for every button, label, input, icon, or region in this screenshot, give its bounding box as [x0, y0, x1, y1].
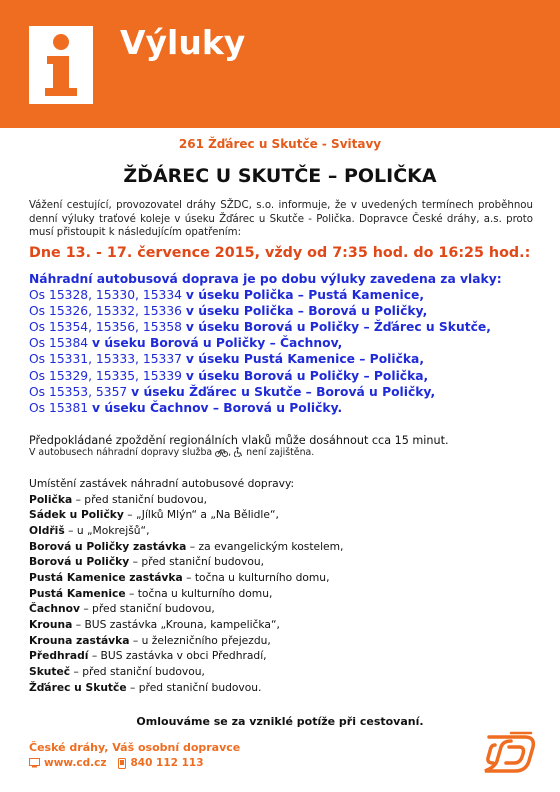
stop-item — [29, 586, 343, 602]
stop-name: Sádek u Poličky — [29, 508, 124, 522]
train-item — [29, 351, 502, 367]
stop-name: Pustá Kamenice zastávka — [29, 570, 183, 584]
train-numbers: Os 15384 — [29, 336, 89, 351]
header-banner — [0, 0, 560, 128]
bicycle-icon — [215, 448, 228, 457]
stop-desc: – u železničního přejezdu, — [129, 633, 271, 647]
stop-item — [29, 680, 343, 696]
stop-name: Krouna zastávka — [29, 633, 130, 647]
route-title: ŽĎÁREC U SKUTČE – POLIČKA — [123, 165, 437, 187]
stop-name: Borová u Poličky zastávka — [29, 539, 187, 553]
stops-heading: Umístění zastávek náhradní autobusové dopravy: — [29, 477, 295, 490]
stop-name: Oldřiš — [29, 523, 65, 537]
stop-desc: – BUS zastávka v obci Předhradí, — [88, 649, 267, 663]
phone-icon — [118, 758, 126, 769]
train-numbers: Os 15329, 15335, 15339 — [29, 368, 182, 383]
train-section: v úseku Borová u Poličky – Žďárec u Skutče, — [185, 320, 491, 335]
stop-item — [29, 664, 343, 680]
stop-item — [29, 554, 343, 570]
train-item — [29, 400, 502, 416]
info-icon — [29, 26, 93, 104]
apology-text: Omlouváme se za vzniklé potíže při cestovaní. — [136, 715, 424, 728]
stops-section — [29, 476, 343, 695]
replacement-heading: Náhradní autobusová doprava je po dobu výluky zavedena za vlaky: — [29, 272, 502, 286]
train-item — [29, 319, 502, 335]
train-numbers: Os 15353, 5357 — [29, 384, 128, 399]
footer-phone[interactable]: 840 112 113 — [130, 757, 204, 769]
train-section: v úseku Polička – Borová u Poličky, — [185, 304, 428, 319]
train-section: v úseku Polička – Pustá Kamenice, — [185, 288, 425, 303]
train-numbers: Os 15354, 15356, 15358 — [29, 320, 182, 335]
stop-name: Borová u Poličky — [29, 555, 130, 569]
page-title: Výluky — [120, 23, 246, 62]
line-title: 261 Žďárec u Skutče - Svitavy — [178, 137, 382, 151]
train-section: v úseku Borová u Poličky – Čachnov, — [92, 336, 343, 351]
stop-desc: – před staniční budovou, — [129, 555, 265, 569]
stop-desc: – u „Mokrejšů“, — [64, 523, 150, 537]
train-numbers: Os 15328, 15330, 15334 — [29, 288, 182, 303]
footer-contacts — [29, 757, 204, 769]
stop-item — [29, 523, 343, 539]
stop-item — [29, 570, 343, 586]
train-section: v úseku Žďárec u Skutče – Borová u Poličky, — [131, 384, 436, 399]
train-item — [29, 368, 502, 384]
train-section: v úseku Borová u Poličky – Polička, — [185, 368, 429, 383]
stop-name: Čachnov — [29, 602, 80, 616]
stop-desc: – točna u kulturního domu, — [125, 586, 273, 600]
wheelchair-icon — [234, 447, 243, 457]
stop-item — [29, 648, 343, 664]
stop-desc: – točna u kulturního domu, — [182, 570, 330, 584]
bus-service-note: V autobusech náhradní dopravy služba , není zajištěna. — [29, 447, 315, 458]
train-section: v úseku Pustá Kamenice – Polička, — [185, 352, 425, 367]
train-item — [29, 303, 502, 319]
stop-desc: – před staniční budovou, — [72, 492, 207, 506]
stop-desc: – před staniční budovou. — [126, 680, 262, 694]
stop-name: Skuteč — [29, 664, 71, 678]
stop-item — [29, 539, 343, 555]
stop-name: Polička — [29, 492, 73, 506]
stop-desc: – před staniční budovou, — [70, 664, 205, 678]
stop-item — [29, 617, 343, 633]
cd-logo-icon — [481, 731, 537, 775]
bus-note-text-after: není zajištěna. — [246, 447, 315, 458]
intro-paragraph: Vážení cestující, provozovatel dráhy SŽDC, s.o. informuje, že v uvedených termínech proběhnou denní výluky traťové koleje v úseku Žďárec u Skutče - Polička. Dopravce České dráhy, a.s. proto musí přistoupit k následujícím opatřením: — [29, 200, 533, 239]
stop-desc: – BUS zastávka „Krouna, kampelička“, — [72, 617, 280, 631]
stop-desc: – za evangelickým kostelem, — [186, 539, 344, 553]
train-numbers: Os 15331, 15333, 15337 — [29, 352, 182, 367]
stop-name: Pustá Kamenice — [29, 586, 126, 600]
stop-name: Krouna — [29, 617, 73, 631]
stop-item — [29, 492, 343, 508]
closure-dates: Dne 13. - 17. července 2015, vždy od 7:35 hod. do 16:25 hod.: — [29, 245, 531, 261]
train-numbers: Os 15381 — [29, 400, 89, 415]
train-item — [29, 335, 502, 351]
train-section: v úseku Čachnov – Borová u Poličky. — [92, 400, 343, 415]
train-item — [29, 287, 502, 303]
stop-item — [29, 633, 343, 649]
stop-name: Předhradí — [29, 649, 89, 663]
train-item — [29, 384, 502, 400]
train-numbers: Os 15326, 15332, 15336 — [29, 304, 182, 319]
bus-note-text: V autobusech náhradní dopravy služba — [29, 447, 213, 458]
footer-brand: České dráhy, Váš osobní dopravce — [29, 741, 241, 754]
web-icon — [29, 758, 40, 768]
stop-desc: – před staniční budovou, — [79, 602, 215, 616]
delay-note: Předpokládané zpoždění regionálních vlaků může dosáhnout cca 15 minut. — [29, 434, 449, 447]
stop-item — [29, 601, 343, 617]
stop-item — [29, 507, 343, 523]
footer-web-link[interactable]: www.cd.cz — [44, 757, 107, 769]
stop-name: Žďárec u Skutče — [29, 680, 127, 694]
stop-desc: – „Jílků Mlýn“ a „Na Bělidle“, — [123, 508, 279, 522]
replacement-bus-section — [29, 271, 502, 416]
